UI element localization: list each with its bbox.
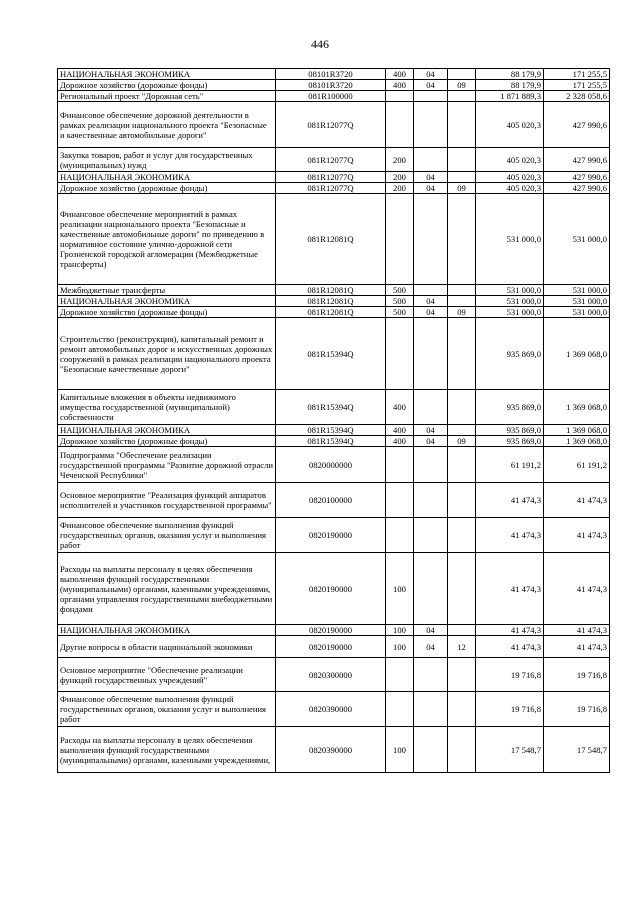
cell-target-code: 081R12077Q bbox=[276, 148, 386, 172]
cell-amount-year1: 935 869,0 bbox=[476, 425, 544, 436]
cell-amount-year2: 41 474,3 bbox=[544, 625, 610, 636]
cell-amount-year1: 88 179,9 bbox=[476, 80, 544, 91]
cell-target-code: 0820190000 bbox=[276, 553, 386, 625]
cell-name: Основное мероприятие "Реализация функций аппаратов исполнителей и участников государственной программы" bbox=[58, 483, 276, 518]
cell-amount-year1: 531 000,0 bbox=[476, 307, 544, 318]
cell-target-code: 081R15394Q bbox=[276, 425, 386, 436]
cell-name: Финансовое обеспечение выполнения функций государственных органов, оказания услуг и выполнения работ bbox=[58, 518, 276, 553]
cell-name: Основное мероприятие "Обеспечение реализации функций государственных учреждений" bbox=[58, 658, 276, 692]
cell-section bbox=[414, 658, 448, 692]
cell-expense-type: 200 bbox=[386, 172, 414, 183]
cell-section bbox=[414, 148, 448, 172]
cell-target-code: 081R12081Q bbox=[276, 194, 386, 285]
cell-section bbox=[414, 318, 448, 390]
cell-section bbox=[414, 447, 448, 483]
cell-subsection bbox=[448, 172, 476, 183]
cell-expense-type bbox=[386, 692, 414, 727]
cell-name: Расходы на выплаты персоналу в целях обеспечения выполнения функций государственными (муниципальными) органами, казенными учреждениями, органами управления государственными внебюджетными фондами bbox=[58, 553, 276, 625]
cell-target-code: 081R15394Q bbox=[276, 436, 386, 447]
cell-expense-type: 100 bbox=[386, 727, 414, 773]
cell-amount-year2: 427 990,6 bbox=[544, 172, 610, 183]
page-number: 446 bbox=[311, 37, 329, 51]
cell-amount-year2: 171 255,5 bbox=[544, 69, 610, 80]
cell-subsection bbox=[448, 148, 476, 172]
cell-amount-year2: 1 369 068,0 bbox=[544, 425, 610, 436]
cell-expense-type: 100 bbox=[386, 636, 414, 658]
table-row bbox=[58, 194, 610, 285]
cell-amount-year2: 41 474,3 bbox=[544, 483, 610, 518]
table-row bbox=[58, 447, 610, 483]
cell-target-code: 0820390000 bbox=[276, 727, 386, 773]
cell-name: Дорожное хозяйство (дорожные фонды) bbox=[58, 436, 276, 447]
cell-name: НАЦИОНАЛЬНАЯ ЭКОНОМИКА bbox=[58, 69, 276, 80]
cell-target-code: 0820190000 bbox=[276, 636, 386, 658]
table-row bbox=[58, 183, 610, 194]
cell-subsection: 09 bbox=[448, 183, 476, 194]
cell-name: Финансовое обеспечение мероприятий в рамках реализации национального проекта "Безопасные и качественные автомобильные дороги" по приведению в нормативное состояние улично-дорожной сети Грозненской городской агломерации (Межбюджетные трансферты) bbox=[58, 194, 276, 285]
cell-subsection: 09 bbox=[448, 436, 476, 447]
cell-amount-year1: 1 871 889,3 bbox=[476, 91, 544, 102]
cell-amount-year1: 41 474,3 bbox=[476, 553, 544, 625]
cell-expense-type: 400 bbox=[386, 390, 414, 425]
cell-subsection bbox=[448, 625, 476, 636]
cell-subsection bbox=[448, 553, 476, 625]
cell-amount-year1: 531 000,0 bbox=[476, 194, 544, 285]
cell-subsection: 09 bbox=[448, 307, 476, 318]
cell-section: 04 bbox=[414, 625, 448, 636]
cell-name: Региональный проект "Дорожная сеть" bbox=[58, 91, 276, 102]
cell-amount-year2: 17 548,7 bbox=[544, 727, 610, 773]
cell-section: 04 bbox=[414, 296, 448, 307]
cell-section: 04 bbox=[414, 436, 448, 447]
cell-amount-year2: 171 255,5 bbox=[544, 80, 610, 91]
cell-amount-year2: 427 990,6 bbox=[544, 183, 610, 194]
cell-amount-year2: 531 000,0 bbox=[544, 307, 610, 318]
cell-name: Другие вопросы в области национальной экономики bbox=[58, 636, 276, 658]
cell-amount-year1: 88 179,9 bbox=[476, 69, 544, 80]
cell-amount-year1: 405 020,3 bbox=[476, 102, 544, 148]
table-row bbox=[58, 553, 610, 625]
cell-subsection bbox=[448, 447, 476, 483]
cell-section: 04 bbox=[414, 69, 448, 80]
cell-amount-year1: 405 020,3 bbox=[476, 183, 544, 194]
cell-section bbox=[414, 285, 448, 296]
table-row bbox=[58, 148, 610, 172]
cell-expense-type: 500 bbox=[386, 307, 414, 318]
table-row bbox=[58, 483, 610, 518]
cell-name: Строительство (реконструкция), капитальный ремонт и ремонт автомобильных дорог и искусственных дорожных сооружений в рамках реализации национального проекта "Безопасные качественные дороги" bbox=[58, 318, 276, 390]
cell-name: НАЦИОНАЛЬНАЯ ЭКОНОМИКА bbox=[58, 625, 276, 636]
cell-amount-year1: 19 716,8 bbox=[476, 692, 544, 727]
cell-target-code: 0820190000 bbox=[276, 625, 386, 636]
cell-expense-type: 500 bbox=[386, 285, 414, 296]
cell-name: НАЦИОНАЛЬНАЯ ЭКОНОМИКА bbox=[58, 296, 276, 307]
cell-section bbox=[414, 91, 448, 102]
cell-expense-type: 400 bbox=[386, 80, 414, 91]
cell-amount-year2: 41 474,3 bbox=[544, 636, 610, 658]
table-row bbox=[58, 625, 610, 636]
cell-name: Дорожное хозяйство (дорожные фонды) bbox=[58, 307, 276, 318]
table-row bbox=[58, 102, 610, 148]
table-row bbox=[58, 436, 610, 447]
cell-target-code: 081R15394Q bbox=[276, 318, 386, 390]
table-row bbox=[58, 80, 610, 91]
cell-target-code: 0820000000 bbox=[276, 447, 386, 483]
budget-table-body bbox=[58, 69, 610, 773]
table-row bbox=[58, 172, 610, 183]
cell-expense-type: 200 bbox=[386, 148, 414, 172]
cell-subsection bbox=[448, 194, 476, 285]
cell-subsection bbox=[448, 692, 476, 727]
cell-name: Расходы на выплаты персоналу в целях обеспечения выполнения функций государственными (муниципальными) органами, казенными учреждениями, bbox=[58, 727, 276, 773]
cell-name: НАЦИОНАЛЬНАЯ ЭКОНОМИКА bbox=[58, 172, 276, 183]
cell-expense-type bbox=[386, 518, 414, 553]
cell-name: Финансовое обеспечение дорожной деятельности в рамках реализации национального проекта "Безопасные и качественные автомобильные дороги" bbox=[58, 102, 276, 148]
cell-target-code: 081R12077Q bbox=[276, 102, 386, 148]
table-row bbox=[58, 296, 610, 307]
cell-target-code: 081R12077Q bbox=[276, 172, 386, 183]
cell-amount-year1: 405 020,3 bbox=[476, 148, 544, 172]
cell-target-code: 0820100000 bbox=[276, 483, 386, 518]
cell-target-code: 081R12081Q bbox=[276, 296, 386, 307]
cell-target-code: 0820300000 bbox=[276, 658, 386, 692]
cell-name: Капитальные вложения в объекты недвижимого имущества государственной (муниципальной) собственности bbox=[58, 390, 276, 425]
cell-amount-year1: 935 869,0 bbox=[476, 318, 544, 390]
cell-section: 04 bbox=[414, 183, 448, 194]
cell-section: 04 bbox=[414, 307, 448, 318]
cell-section: 04 bbox=[414, 636, 448, 658]
cell-expense-type bbox=[386, 194, 414, 285]
cell-expense-type: 400 bbox=[386, 425, 414, 436]
cell-subsection bbox=[448, 318, 476, 390]
table-row bbox=[58, 69, 610, 80]
cell-amount-year2: 427 990,6 bbox=[544, 102, 610, 148]
cell-section bbox=[414, 553, 448, 625]
cell-section bbox=[414, 390, 448, 425]
cell-subsection bbox=[448, 102, 476, 148]
cell-amount-year1: 935 869,0 bbox=[476, 436, 544, 447]
cell-section bbox=[414, 483, 448, 518]
table-row bbox=[58, 390, 610, 425]
cell-expense-type: 400 bbox=[386, 69, 414, 80]
cell-subsection bbox=[448, 518, 476, 553]
cell-amount-year2: 1 369 068,0 bbox=[544, 390, 610, 425]
cell-expense-type bbox=[386, 483, 414, 518]
cell-amount-year1: 41 474,3 bbox=[476, 625, 544, 636]
cell-subsection: 12 bbox=[448, 636, 476, 658]
cell-subsection bbox=[448, 658, 476, 692]
cell-expense-type bbox=[386, 91, 414, 102]
cell-expense-type: 100 bbox=[386, 625, 414, 636]
cell-amount-year2: 1 369 068,0 bbox=[544, 436, 610, 447]
table-row bbox=[58, 307, 610, 318]
cell-target-code: 081R100000 bbox=[276, 91, 386, 102]
cell-target-code: 08101R3720 bbox=[276, 69, 386, 80]
cell-section: 04 bbox=[414, 425, 448, 436]
cell-amount-year2: 427 990,6 bbox=[544, 148, 610, 172]
table-row bbox=[58, 91, 610, 102]
cell-expense-type bbox=[386, 658, 414, 692]
cell-amount-year2: 531 000,0 bbox=[544, 285, 610, 296]
cell-subsection bbox=[448, 425, 476, 436]
cell-section: 04 bbox=[414, 172, 448, 183]
cell-name: Дорожное хозяйство (дорожные фонды) bbox=[58, 80, 276, 91]
cell-subsection bbox=[448, 483, 476, 518]
cell-amount-year2: 531 000,0 bbox=[544, 194, 610, 285]
table-row bbox=[58, 658, 610, 692]
cell-target-code: 0820190000 bbox=[276, 518, 386, 553]
cell-amount-year1: 17 548,7 bbox=[476, 727, 544, 773]
cell-subsection: 09 bbox=[448, 80, 476, 91]
cell-expense-type: 200 bbox=[386, 183, 414, 194]
cell-name: Межбюджетные трансферты bbox=[58, 285, 276, 296]
cell-section bbox=[414, 727, 448, 773]
cell-amount-year1: 405 020,3 bbox=[476, 172, 544, 183]
cell-section bbox=[414, 194, 448, 285]
cell-expense-type bbox=[386, 318, 414, 390]
cell-amount-year2: 41 474,3 bbox=[544, 553, 610, 625]
cell-amount-year2: 2 328 058,6 bbox=[544, 91, 610, 102]
cell-target-code: 081R12081Q bbox=[276, 285, 386, 296]
table-row bbox=[58, 425, 610, 436]
cell-name: Дорожное хозяйство (дорожные фонды) bbox=[58, 183, 276, 194]
cell-amount-year2: 41 474,3 bbox=[544, 518, 610, 553]
cell-expense-type bbox=[386, 447, 414, 483]
table-row bbox=[58, 285, 610, 296]
table-row bbox=[58, 692, 610, 727]
cell-name: Финансовое обеспечение выполнения функций государственных органов, оказания услуг и выполнения работ bbox=[58, 692, 276, 727]
cell-name: НАЦИОНАЛЬНАЯ ЭКОНОМИКА bbox=[58, 425, 276, 436]
cell-subsection bbox=[448, 296, 476, 307]
cell-subsection bbox=[448, 285, 476, 296]
cell-target-code: 081R12077Q bbox=[276, 183, 386, 194]
cell-amount-year1: 41 474,3 bbox=[476, 636, 544, 658]
cell-target-code: 081R15394Q bbox=[276, 390, 386, 425]
cell-section bbox=[414, 102, 448, 148]
cell-section bbox=[414, 518, 448, 553]
cell-amount-year1: 531 000,0 bbox=[476, 296, 544, 307]
table-row bbox=[58, 636, 610, 658]
cell-section bbox=[414, 692, 448, 727]
cell-amount-year2: 19 716,8 bbox=[544, 692, 610, 727]
cell-target-code: 08101R3720 bbox=[276, 80, 386, 91]
budget-table bbox=[57, 68, 610, 773]
cell-amount-year2: 61 191,2 bbox=[544, 447, 610, 483]
cell-section: 04 bbox=[414, 80, 448, 91]
cell-amount-year2: 1 369 068,0 bbox=[544, 318, 610, 390]
table-row bbox=[58, 518, 610, 553]
cell-amount-year2: 531 000,0 bbox=[544, 296, 610, 307]
cell-amount-year2: 19 716,8 bbox=[544, 658, 610, 692]
cell-amount-year1: 19 716,8 bbox=[476, 658, 544, 692]
cell-subsection bbox=[448, 69, 476, 80]
cell-target-code: 081R12081Q bbox=[276, 307, 386, 318]
cell-subsection bbox=[448, 91, 476, 102]
cell-name: Подпрограмма "Обеспечение реализации государственной программы "Развитие дорожной отрасли Чеченской Республики" bbox=[58, 447, 276, 483]
cell-subsection bbox=[448, 390, 476, 425]
cell-name: Закупка товаров, работ и услуг для государственных (муниципальных) нужд bbox=[58, 148, 276, 172]
cell-expense-type: 400 bbox=[386, 436, 414, 447]
cell-expense-type: 100 bbox=[386, 553, 414, 625]
cell-expense-type: 500 bbox=[386, 296, 414, 307]
table-row bbox=[58, 318, 610, 390]
cell-amount-year1: 531 000,0 bbox=[476, 285, 544, 296]
cell-target-code: 0820390000 bbox=[276, 692, 386, 727]
cell-expense-type bbox=[386, 102, 414, 148]
cell-amount-year1: 41 474,3 bbox=[476, 518, 544, 553]
cell-amount-year1: 935 869,0 bbox=[476, 390, 544, 425]
cell-amount-year1: 61 191,2 bbox=[476, 447, 544, 483]
cell-subsection bbox=[448, 727, 476, 773]
table-row bbox=[58, 727, 610, 773]
cell-amount-year1: 41 474,3 bbox=[476, 483, 544, 518]
